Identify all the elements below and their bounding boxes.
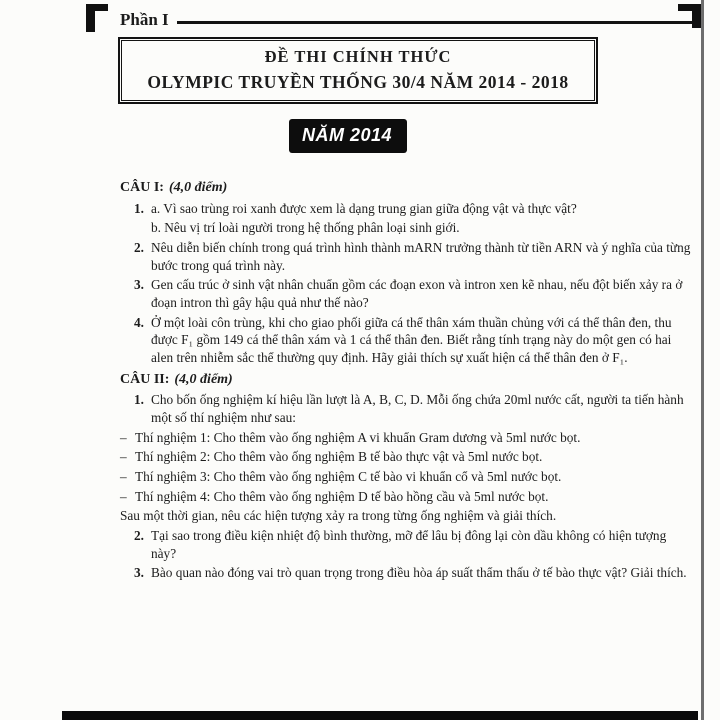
crop-mark-top-right [678,4,701,11]
scan-bottom-bar [62,711,698,720]
item-text: Bào quan nào đóng vai trò quan trọng trong điều hòa áp suất thẩm thấu ở tế bào thực vật? Giải thích. [151,565,687,581]
section-heading-cau-2 [120,371,692,390]
item-text: Gen cấu trúc ở sinh vật nhân chuẩn gồm các đoạn exon và intron xen kẽ nhau, nếu đột biến xảy ra ở đoạn intron thì gây hậu quả như thế nào? [151,277,683,310]
crop-mark-top-left [86,4,108,11]
question-item [134,527,692,562]
experiment-item [120,448,692,466]
question-subitem [151,219,692,237]
experiment-item [120,468,692,486]
item-marker: – [120,449,127,465]
question-item [134,239,692,274]
question-item [134,314,692,367]
section-heading-cau-1 [120,179,692,198]
experiment-item [120,429,692,447]
section-points: (4,0 điểm) [168,180,228,195]
item-marker: – [120,488,127,504]
scan-right-edge [701,0,704,720]
item-text: Sau một thời gian, nêu các hiện tượng xảy ra trong từng ống nghiệm và giải thích. [120,508,557,524]
item-marker: 4. [134,314,144,330]
item-text: Cho bốn ống nghiệm kí hiệu lần lượt là A, B, C, D. Mỗi ống chứa 20ml nước cất, người ta tiến hành một số thí nghiệm như sau: [151,392,684,425]
year-badge-row [0,119,720,153]
item-text: Thí nghiệm 3: Cho thêm vào ống nghiệm C tế bào vi khuẩn cổ và 5ml nước bọt. [135,468,562,484]
item-text: b. Nêu vị trí loài người trong hệ thống phân loại sinh giới. [151,220,460,236]
item-marker: 1. [134,200,144,216]
question-note [120,507,692,525]
item-text: Thí nghiệm 1: Cho thêm vào ống nghiệm A vi khuẩn Gram dương và 5ml nước bọt. [135,429,581,445]
item-text: Nêu diễn biến chính trong quá trình hình thành mARN trưởng thành từ tiền ARN và ý nghĩa của từng bước trong quá trình này. [151,239,691,273]
item-marker: – [120,429,127,445]
section-title: CÂU II: [120,371,170,387]
header-rule [177,21,692,24]
experiment-item [120,488,692,506]
question-item [134,391,692,426]
item-text: a. Vì sao trùng roi xanh được xem là dạng trung gian giữa động vật và thực vật? [151,200,577,216]
part-label: Phần I [120,10,169,29]
exam-title-box [118,37,598,104]
item-text: Thí nghiệm 4: Cho thêm vào ống nghiệm D tế bào hồng cầu và 5ml nước bọt. [135,488,549,504]
question-item [134,564,692,582]
exam-content [120,179,692,582]
item-text: Thí nghiệm 2: Cho thêm vào ống nghiệm B tế bào thực vật và 5ml nước bọt. [135,449,543,465]
item-marker: 1. [134,392,144,408]
year-badge: NĂM 2014 [289,119,407,153]
exam-title-line1: ĐỀ THI CHÍNH THỨC [264,47,452,66]
section-points: (4,0 điểm) [174,371,233,387]
exam-title-line2: OLYMPIC TRUYỀN THỐNG 30/4 NĂM 2014 - 2018 [147,72,569,92]
item-text: Tại sao trong điều kiện nhiệt độ bình thường, mỡ để lâu bị đông lại còn dầu không có hiện tượng này? [151,527,667,561]
section-title: CÂU I: [120,180,164,195]
item-marker: 2. [134,239,144,255]
part-header [120,10,692,30]
question-item [134,276,692,311]
item-marker: 3. [134,277,144,293]
question-item [134,200,692,218]
item-marker: 3. [134,565,144,581]
item-marker: 2. [134,527,144,543]
item-marker: – [120,468,127,484]
item-text: Ở một loài côn trùng, khi cho giao phối giữa cá thể thân xám thuần chủng với cá thể thân đen, thu được F₁ gồm 149 cá thể thân xám và 1 cá thể thân đen. Biết rằng tính trạng này do một gen có hai alen trên nhiễm sắc thể thường quy định. Hãy giải thích sự xuất hiện cá thể thân đen ở F₁. [151,314,672,365]
